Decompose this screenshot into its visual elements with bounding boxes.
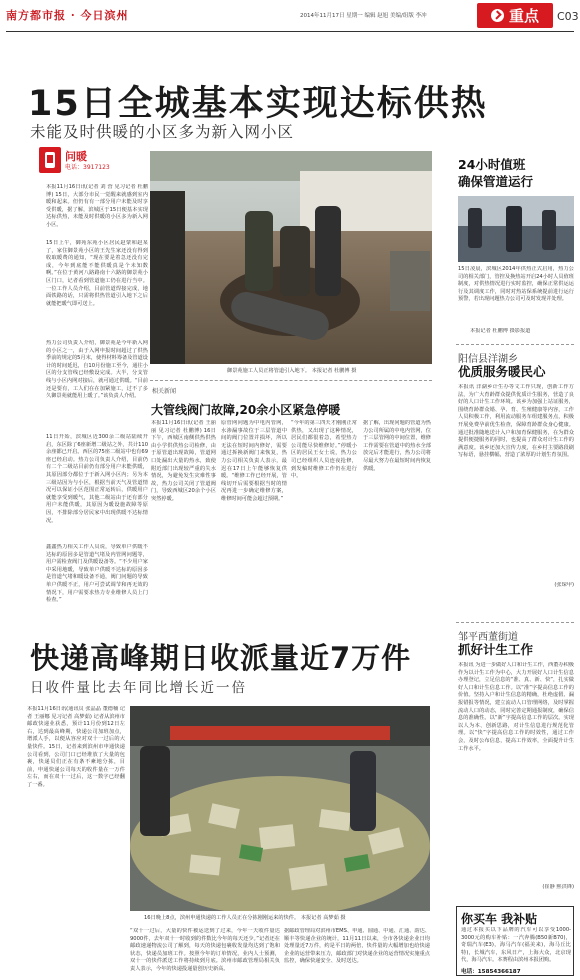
sidebar3-title: 抓好计生工作 [458, 642, 534, 657]
story1-photo [150, 151, 432, 364]
sidebar2-title: 优质服务暖民心 [458, 364, 546, 379]
related-title: 大管线阀门故障,20余小区紧急停暖 [151, 403, 341, 417]
story1-text-b: 15日上午，御苑东苑小区居民赵蒙和赵某了，家住御景苑小区的王先生家还没有得到收取暖费的通知，“现在要是着急还没有完成，今年到底能不能供暖真是个未知数啊。”在位于黄河八路路南十六路的御景苑小区门口，记者看到管道施工仍在进行当中。一位工作人员介绍，目前管道焊接完成，地面铁路的话，只需将供热管道引入地下之后就能把暖气即可送上。 [46, 240, 148, 307]
masthead-rule [6, 31, 574, 32]
sidebar1-credit: 本报记者 杜鹏博 摄影报道 [470, 328, 531, 334]
ad-title: 你买车 我补贴 [461, 912, 538, 926]
story1-text-a: 本报11月16日讯(记者 刘 营 见习记者 杜鹏博) 15日，大部分市民一觉醒来就感到室内暖和起来。但仍有有一部分用户未能及时享受供暖，据了解，滨城区于15日便基本实现达标供热，未能及时供暖的小区多为新入网小区。 [46, 184, 148, 228]
page-number: C03 [557, 10, 579, 23]
sidebar3-text: 本报讯 为进一步做好人口和计生工作，西董办积极作为以计生工作为中心，大力开展好人口计生信息办理登记，立足信息的“准、真、新、快”，扎实做好人口和计生信息工作。以“准”字提高信息工作的价值。坚持入户和计生信息的精确，杜绝虚假、漏报错报等情况，建立流动人口管理网络，及时掌握流动人口的动态，同时完善定期通报制度，确保信息的准确性。以“新”字提高信息工作的层次。实现以人为本、创新思路，对计生信息进行规范化管理。以“快”字提高信息工作的时效性，通过工作会，及时公布信息，提高工作效率，全面提升计生工作水平。 [458, 662, 574, 752]
ad-text: 通过本报买以下品牌的汽车可以享受1000-3000元的购车补贴：一汽奔腾(B50新B70)，奇瑞汽车(E3)，海马汽车(福美来)，海马丘比特)，长城汽车，东风日产，上海大众，北京现代，海马汽车。本赛程由滨州本报团购。 [461, 927, 571, 964]
section-tag [477, 3, 553, 28]
story1-text-c: 热力公司负责人介绍，御景苑是今年新入网的小区之一，由于入网申报时间超过了供热季前的规定的5月末，使得材料筹备及管道设计的时间延迟，自10月份施工至今，通往小区的分支管线已经敷设完成。大半，分支管线与小区内网对接后，就可通过供暖。“目前还是要有，工人们在在加紧施工，过不了多久御景苑就能用上暖了。”该负责人介绍。 [46, 340, 148, 400]
related-text-2: 原管网问题为中电内管网，水渗漏事故位于三层管道中间的阀门位置并损坏，所以无法在短时间内修好，需要通过拆换新阀门来恢复，热力公司相关负责人表示，最迟在17日上午能够恢复供暖。“维修工作已经开展，管线切开后需要根据当时的情况再进一步确定维修方案，维修时间可能会超过预期。” [221, 420, 287, 502]
ad-phone: 电话：15854366187 [461, 969, 521, 975]
hotline-tel: 电话：3917123 [65, 164, 110, 171]
story2-text-2: “双十一过后，大量的快件被运送到了过来，今年一天收件量达9000件，去年双十一时收到的件数比今年的每天还少。”记者还在邮政速递物流公司了解到，每天的快递包裹收发量均达到了饱和状态，快递员加班工作。按照今年的订单情况，业内人士预测，双十一的快件派送工作将持续到月底。滨州市邮政管理局相关负责人表示，今年的快递投递量创历史新高。 [130, 928, 280, 972]
story2-text-1: 本报11月16日讯(通讯员 张晶晶 董德楠 记者 王丽娜 见习记者 高梦茹) 记者从滨州市邮政快递业获悉，预计11月份到12日左右，达到最高峰期，快递公司加班加点，增派人手，以便从容应对双十一过后的大量快件。15日，记者来到滨州市申通快递公司看到，公司门口已经堆放了大量的包裹，快递员们正在有条不紊地分拣，目前，申通快递公司每天的收件量在一万件左右，而在双十一过后，这一数字已经翻了一番。 [27, 706, 125, 788]
sidebar1-text: 15日凌晨，滨城区2014年供热正式启用，热力公司的相关部门，管控及换热站开启24小时人员值班制度，对供热情况进行实时监控，确保正常供运运行及其调度工作，同时对热站保系统提前进行运行预警，若出现问题热力公司可及时发现并处理。 [458, 266, 574, 303]
related-text-1: 本报11月16日讯(记者 王丽丽 见习记者 杜鹏博) 16日下午，西城区南侧供热供热由小学供供热公司检修，由于原管道出现故障，管道网口处漏出大量的热水，致使附近部门出现较严重的失水情况，为避免发生灾难性事故，热力公司关闭了管道阀门，导致西城区20余个小区突然停暖。 [151, 420, 216, 502]
sidebar2-text: 本报讯 洋湖乡计生办等文工作只现，创新工作方法，为广大育龄群众提供优质计生服务，营造了良好的人口计生工作环境。该乡为加强上站证服务，围绕育龄群众婚、孕、育、生殖健康等内容，工作人员积极工作，利用流动服务车组建服务点，积极开展免费孕前优生检查，保障育龄群众身心健康。通过批准随地送计入户和加育保健服务，在为群众提供便捷服务的同时，也提高了群众对计生工作的满意度。该乡还加大宣传力度，在乡村主要路段刷写标语，悬挂横幅，营造了浓厚的计划生育氛围。 [458, 384, 574, 459]
story2-headline: 快递高峰期日收派量近7万件 [30, 641, 412, 675]
story2-photo [130, 706, 430, 911]
story1-text-d: 11日开始，滨城区近300余二级站陆续开启，东区除了6座新增二级站之外，共计110余座都已开启。西区的75座二级站中也有69座已经启动。热力公司负责人介绍，目前仍有二个二级站目前仍有部分用户未能供暖，其原因部分都位于于新入网小区内；另为本三级站因为与小区，根据当前天气及管道情况可以保证小区范围正常运转后，供暖用户就能享受到暖气，其他二级站由于还有部分用户未能供暖，其原因为暖设施故障等原因，不排除部分居民家中出现供暖不达标情况。 [46, 434, 148, 524]
related-text-4: 据了解，出现问题的管道为热力公司所属的中电内管网，位于三层管网的中间位置，维修工作需要在管道中的热水全部放完后才能进行，热力公司将尽最大努力在最短时间内恢复供暖。 [363, 420, 431, 472]
sidebar2-kicker: 阳信县洋湖乡 [458, 354, 518, 365]
story1-photo-caption: 御景苑施工人员正将管道引入地下。 本报记者 杜鹏博 摄 [227, 368, 357, 374]
story1-subhead: 未能及时供暖的小区多为新入网小区 [30, 123, 295, 141]
related-label: 相关新闻 [152, 388, 177, 395]
sidebar3-credit: (崔静 熙洪锋) [542, 884, 574, 890]
related-rule [150, 380, 432, 381]
story2-subhead: 日收件量比去年同比增长近一倍 [30, 680, 247, 696]
hotline-label: 问暖 [65, 150, 87, 163]
story2-photo-caption: 16日晚上8点，滨州申通快递的工作人员正在分拣刚刚运来的快件。 本报记者 高梦茹 摄 [144, 915, 346, 921]
story1-text-e: 鑫鑫热力相关工作人员说，导致单户供暖不达标的原因多是管道气堵及内管网问题等，用户需检查阀门及供暖设备等。“不少用户家中采用地暖，导致单户供暖不达标的原因多是管道气堵和暖设备不通，阀门问题的导致单户供暖不正，用户可尝试调节和再无效的情况下，用户需要求热力专业维修人员上门检查。” [46, 544, 148, 604]
masthead-info: 2014年11月17日 星期一 编辑 赵旭 美编/组版 李冲 [300, 13, 427, 19]
checkmark-icon [491, 9, 504, 22]
ad-box [456, 906, 574, 976]
hotline-badge [39, 147, 125, 177]
sidebar1-title: 24小时值班 确保管道运行 [458, 157, 534, 189]
section-label: 重点 [508, 7, 539, 25]
sidebar1-photo [458, 196, 574, 262]
sidebar3-kicker: 邹平西董街道 [458, 632, 518, 643]
sidebar3-rule [456, 622, 574, 623]
sidebar2-credit: (张琛甲) [554, 582, 574, 588]
story2-text-3: 据邮政管理局对滨州市EMS、申通、圆通、中通、汇通、韵达、顺丰等快递企业的统计，11月11日以来，全市各快递企业日均处理量近7万件，约是平日的两倍，快件量的大幅增加也给快递企业的运营带来压力，邮政部门对快递企业的运营情况实施重点监控，确保快递安全、及时送达。 [284, 928, 430, 965]
related-text-3: “今年的第三四天才刚刚正常供热，又出现了这种情况，居民们都很着急，希望热力公司能尽快维修好。”停暖小区的居民王女士说，热力公司已经组织人员连夜抢修，到发稿时维修工作仍在进行中。 [291, 420, 357, 480]
masthead-logo: 南方都市报 · 今日滨州 [6, 9, 129, 22]
phone-icon [39, 147, 61, 173]
sidebar2-rule [456, 344, 574, 345]
story1-headline: 15日全城基本实现达标供热 [28, 84, 488, 124]
